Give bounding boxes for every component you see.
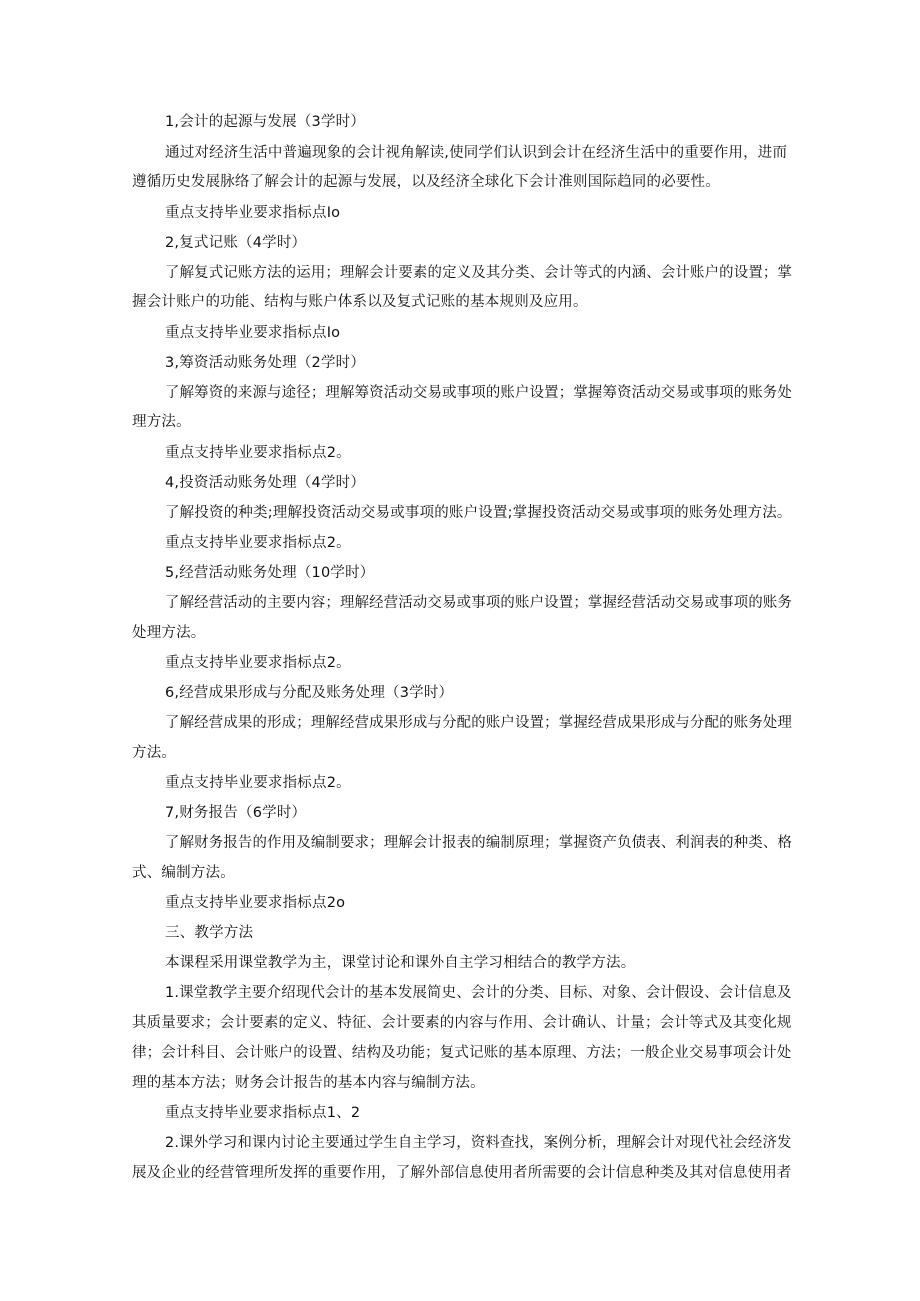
paragraph-line: 握会计账户的功能、结构与账户体系以及复式记账的基本规则及应用。 <box>132 294 588 310</box>
paragraph-line: 了解财务报告的作用及编制要求；理解会计报表的编制原理；掌握资产负债表、利润表的种类、格 <box>165 835 793 851</box>
paragraph-line: 本课程采用课堂教学为主，课堂讨论和课外自主学习相结合的教学方法。 <box>165 955 636 971</box>
paragraph-line: 式、编制方法。 <box>132 865 235 881</box>
indicator-note: 重点支持毕业要求指标点1、2 <box>165 1105 361 1121</box>
section-heading-1: 1,会计的起源与发展（3学时） <box>165 114 366 130</box>
section-heading-6: 6,经营成果形成与分配及账务处理（3学时） <box>165 685 454 701</box>
section-heading-3: 3,筹资活动账务处理（2学时） <box>165 355 366 371</box>
chapter-heading-teaching-methods: 三、教学方法 <box>165 925 254 941</box>
section-heading-7: 7,财务报告（6学时） <box>165 805 307 821</box>
paragraph-line: 处理方法。 <box>132 625 206 641</box>
paragraph-line: 展及企业的经营管理所发挥的重要作用，了解外部信息使用者所需要的会计信息种类及其对信息使用者 <box>132 1165 792 1181</box>
paragraph-line: 律；会计科目、会计账户的设置、结构及功能；复式记账的基本原理、方法；一般企业交易事项会计处 <box>132 1045 792 1061</box>
paragraph-line: 1.课堂教学主要介绍现代会计的基本发展简史、会计的分类、目标、对象、会计假设、会计信息及 <box>165 985 792 1001</box>
indicator-note: 重点支持毕业要求指标点2。 <box>165 655 351 671</box>
paragraph-line: 了解复式记账方法的运用；理解会计要素的定义及其分类、会计等式的内涵、会计账户的设置；掌 <box>165 265 793 281</box>
paragraph-line: 方法。 <box>132 745 177 761</box>
indicator-note: 重点支持毕业要求指标点2。 <box>165 775 351 791</box>
indicator-note: 重点支持毕业要求指标点2。 <box>165 535 351 551</box>
paragraph-line: 其质量要求；会计要素的定义、特征、会计要素的内容与作用、会计确认、计量；会计等式及其变化规 <box>132 1015 792 1031</box>
section-heading-2: 2,复式记账（4学时） <box>165 235 307 251</box>
paragraph-line: 理的基本方法；财务会计报告的基本内容与编制方法。 <box>132 1075 485 1091</box>
paragraph-line: 了解筹资的来源与途径；理解筹资活动交易或事项的账户设置；掌握筹资活动交易或事项的账务处 <box>165 385 793 401</box>
paragraph-line: 理方法。 <box>132 414 191 430</box>
paragraph-line: 通过对经济生活中普遍现象的会计视角解读,使同学们认识到会计在经济生活中的重要作用，进而 <box>165 145 788 161</box>
indicator-note: 重点支持毕业要求指标点Io <box>165 325 341 341</box>
section-heading-5: 5,经营活动账务处理（10学时） <box>165 565 375 581</box>
section-heading-4: 4,投资活动账务处理（4学时） <box>165 475 366 491</box>
indicator-note: 重点支持毕业要求指标点2o <box>165 895 346 911</box>
indicator-note: 重点支持毕业要求指标点2。 <box>165 445 351 461</box>
paragraph-line: 了解投资的种类;理解投资活动交易或事项的账户设置;掌握投资活动交易或事项的账务处理方法。 <box>165 505 792 521</box>
paragraph-line: 了解经营活动的主要内容；理解经营活动交易或事项的账户设置；掌握经营活动交易或事项的账务 <box>165 595 793 611</box>
paragraph-line: 2.课外学习和课内讨论主要通过学生自主学习，资料查找，案例分析，理解会计对现代社会经济发 <box>165 1135 792 1151</box>
indicator-note: 重点支持毕业要求指标点Io <box>165 205 341 221</box>
paragraph-line: 遵循历史发展脉络了解会计的起源与发展，以及经济全球化下会计准则国际趋同的必要性。 <box>132 174 720 190</box>
paragraph-line: 了解经营成果的形成；理解经营成果形成与分配的账户设置；掌握经营成果形成与分配的账务处理 <box>165 715 793 731</box>
